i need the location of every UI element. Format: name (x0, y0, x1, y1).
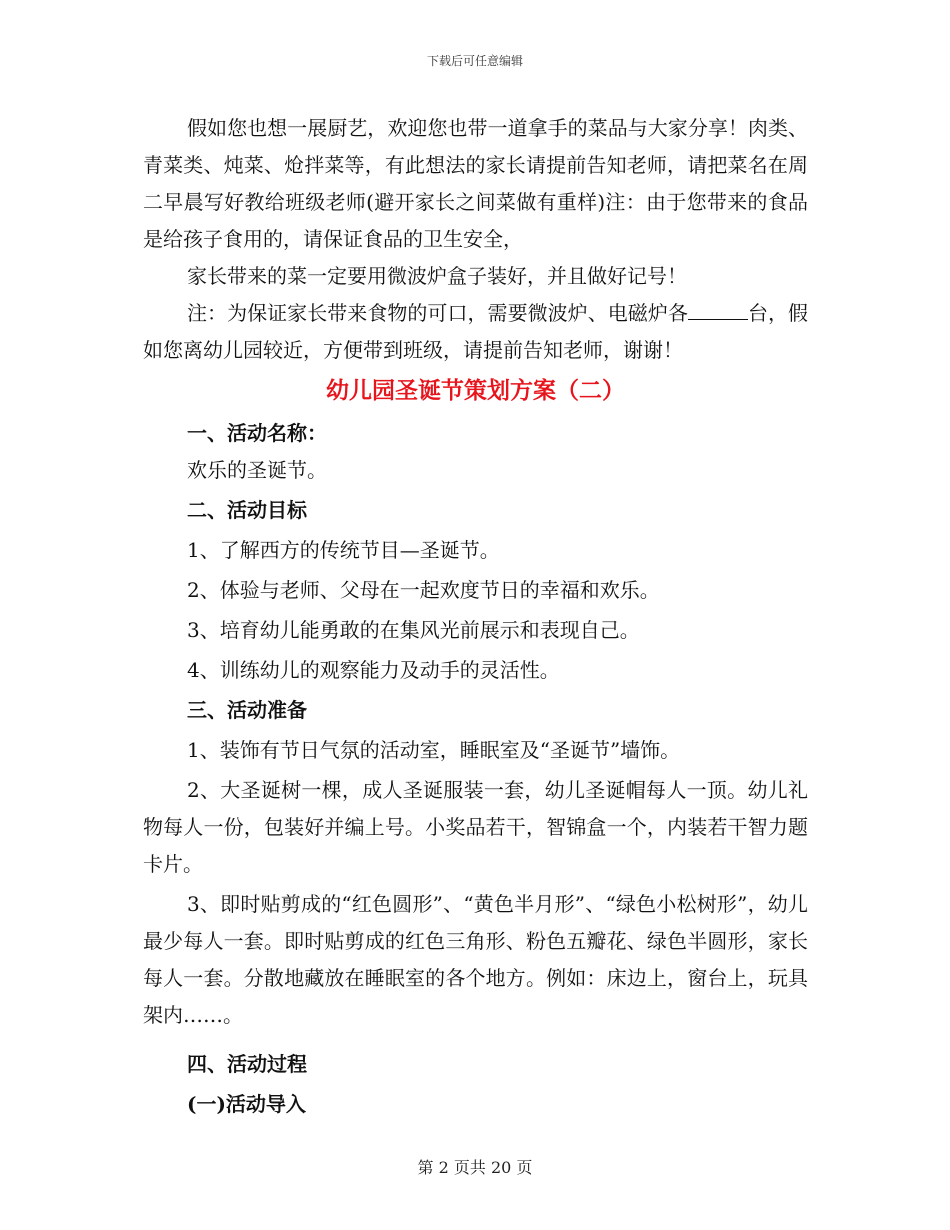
intro-paragraph-1: 假如您也想一展厨艺，欢迎您也带一道拿手的菜品与大家分享！肉类、青菜类、炖菜、炝拌菜等，有此想法的家长请提前告知老师，请把菜名在周二早晨写好教给班级老师(避开家长之间菜做有重样)注：由于您带来的食品是给孩子食用的，请保证食品的卫生安全， (143, 116, 808, 251)
document-body (143, 110, 808, 1123)
intro-p3-before: 注：为保证家长带来食物的可口，需要微波炉、电磁炉各 (187, 301, 688, 325)
intro-paragraph-3 (143, 295, 808, 369)
section-3-heading: 三、活动准备 (187, 698, 307, 722)
page-footer: 第 2 页共 20 页 (417, 1158, 533, 1177)
page-header: 下载后可任意编辑 (426, 54, 523, 68)
document-title: 幼儿园圣诞节策划方案（二） (326, 377, 625, 404)
section-2-item-3: 3、培育幼儿能勇敢的在集风光前展示和表现自己。 (187, 618, 640, 642)
intro-paragraph-2: 家长带来的菜一定要用微波炉盒子装好，并且做好记号！ (187, 264, 687, 288)
intro-p3-after: 台，假如您离幼儿园较近，方便带到班级，请提前告知老师，谢谢！ (143, 301, 809, 362)
section-4-heading: 四、活动过程 (187, 1052, 307, 1076)
section-2-item-2: 2、体验与老师、父母在一起欢度节日的幸福和欢乐。 (187, 578, 660, 602)
section-1-heading: 一、活动名称： (187, 421, 327, 445)
section-1-text: 欢乐的圣诞节。 (187, 458, 327, 482)
section-3-item-3: 3、即时贴剪成的“红色圆形”、“黄色半月形”、“绿色小松树形”，幼儿最少每人一套。即时贴剪成的红色三角形、粉色五瓣花、绿色半圆形，家长每人一套。分散地藏放在睡眠室的各个地方。例如：床边上，窗台上，玩具架内……。 (143, 892, 808, 1027)
fill-blank (688, 299, 748, 320)
section-3-item-1: 1、装饰有节日气氛的活动室，睡眠室及“圣诞节”墙饰。 (187, 738, 681, 762)
section-2-item-1: 1、了解西方的传统节目—圣诞节。 (187, 538, 500, 562)
section-3-item-2: 2、大圣诞树一棵，成人圣诞服装一套，幼儿圣诞帽每人一顶。幼儿礼物每人一份，包装好并编上号。小奖品若干，智锦盒一个，内装若干智力题卡片。 (143, 778, 808, 876)
section-2-heading: 二、活动目标 (187, 498, 307, 522)
section-4-subheading: (一)活动导入 (187, 1092, 306, 1116)
section-2-item-4: 4、训练幼儿的观察能力及动手的灵活性。 (187, 658, 560, 682)
